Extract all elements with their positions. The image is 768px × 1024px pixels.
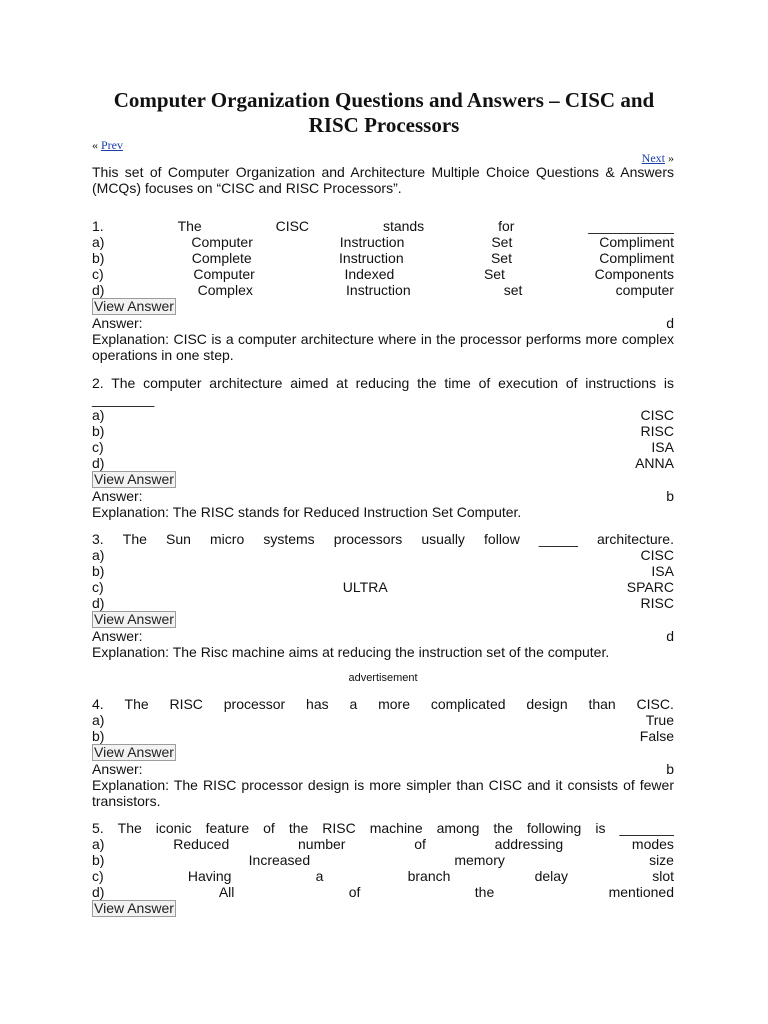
question-text [92,696,674,712]
question-word: the [493,820,513,836]
option-word: set [503,282,523,298]
option-row [92,579,674,595]
option-letter: d) [92,595,105,611]
option-word: Instruction [339,250,404,266]
option-word: ANNA [635,455,674,471]
question-word: The [177,218,202,234]
option-letter: a) [92,407,105,423]
question-word: The [124,696,149,712]
option-row [92,563,674,579]
question-word: _______ [619,820,674,836]
option-word: memory [454,852,505,868]
option-word: ISA [651,563,674,579]
option-word: True [645,712,674,728]
question-word: 1. [92,218,104,234]
option-row [92,868,674,884]
option-word: of [348,884,361,900]
option-word: RISC [640,423,674,439]
options-list [92,836,674,900]
option-word: CISC [640,407,674,423]
option-word: Instruction [339,234,405,250]
answer-value: b [666,488,674,504]
option-word: Indexed [344,266,395,282]
option-word: slot [652,868,674,884]
option-row [92,407,674,423]
option-row [92,595,674,611]
question-text [92,820,674,836]
view-answer-button[interactable]: View Answer [94,611,174,627]
question-block-3 [92,531,674,660]
option-word: Components [594,266,674,282]
option-word: Instruction [346,282,411,298]
question-word: CISC. [636,696,674,712]
option-word: ISA [651,439,674,455]
answer-line [92,761,674,777]
option-letter: b) [92,728,105,744]
option-word: Reduced [173,836,230,852]
answer-value: b [666,761,674,777]
option-letter: a) [92,712,105,728]
question-word: complicated [430,696,506,712]
answer-label: Answer: [92,488,143,504]
option-word: of [414,836,426,852]
option-row [92,455,674,471]
question-block-2 [92,375,674,520]
question-word: processors [333,531,403,547]
question-word: is [595,820,606,836]
question-word: following [526,820,582,836]
answer-label: Answer: [92,761,143,777]
option-word: Computer [191,234,253,250]
option-letter: d) [92,884,105,900]
question-text: 2. The computer architecture aimed at reducing the time of execution of instructions is ________ [92,375,674,407]
question-word: systems [263,531,315,547]
option-word: size [649,852,674,868]
next-arrow: » [668,151,674,165]
option-word: delay [534,868,569,884]
option-word: False [639,728,674,744]
option-row [92,836,674,852]
question-word: more [378,696,410,712]
question-word: iconic [155,820,192,836]
option-letter: b) [92,852,105,868]
option-word: Set [483,266,505,282]
question-text [92,531,674,547]
question-word: has [306,696,329,712]
option-word: computer [615,282,674,298]
option-letter: b) [92,250,105,266]
advertisement-label: advertisement [348,672,418,684]
question-word: The [117,820,142,836]
option-row [92,234,674,250]
view-answer-button[interactable]: View Answer [94,471,174,487]
options-list [92,234,674,298]
view-answer-button[interactable]: View Answer [94,900,174,916]
answer-value: d [666,628,674,644]
question-word: _____ [538,531,578,547]
question-word: than [588,696,616,712]
option-row [92,266,674,282]
option-row [92,250,674,266]
option-word: Computer [193,266,255,282]
prev-nav [92,138,123,152]
option-letter: d) [92,455,105,471]
question-word: Sun [166,531,191,547]
question-word: 3. [92,531,104,547]
option-word: branch [407,868,451,884]
view-answer-button[interactable]: View Answer [94,744,174,760]
option-letter: a) [92,547,105,563]
option-word: ULTRA [342,579,388,595]
question-word: 5. [92,820,104,836]
option-row [92,712,674,728]
option-letter: a) [92,836,105,852]
question-word: RISC [169,696,203,712]
option-word: addressing [494,836,564,852]
next-link[interactable]: Next [641,151,665,165]
options-list [92,712,674,744]
explanation-text: Explanation: The RISC processor design is more simpler than CISC and it consists of fewer transistors. [92,777,674,809]
answer-line [92,628,674,644]
option-word: CISC [640,547,674,563]
explanation-text: Explanation: The Risc machine aims at reducing the instruction set of the computer. [92,644,610,660]
question-word: processor [223,696,286,712]
option-row [92,547,674,563]
option-row [92,282,674,298]
option-row [92,852,674,868]
options-list [92,547,674,611]
question-word: feature [205,820,250,836]
option-word: a [315,868,324,884]
answer-value: d [666,315,674,331]
page-title: Computer Organization Questions and Answers – CISC and RISC Processors [113,88,655,137]
option-word: Having [187,868,232,884]
option-letter: c) [92,266,104,282]
answer-line [92,315,674,331]
question-word: machine [369,820,423,836]
option-word: SPARC [626,579,674,595]
option-word: the [474,884,495,900]
explanation-text: Explanation: The RISC stands for Reduced Instruction Set Computer. [92,504,522,520]
answer-label: Answer: [92,315,143,331]
option-word: mentioned [608,884,674,900]
option-word: Set [491,234,513,250]
question-block-1 [92,218,674,363]
option-letter: d) [92,282,105,298]
prev-link[interactable]: Prev [101,138,123,152]
question-word: micro [210,531,245,547]
option-word: Compliment [599,250,674,266]
question-text [92,218,674,234]
option-letter: c) [92,439,104,455]
option-word: RISC [640,595,674,611]
question-word: usually [421,531,465,547]
question-word: 4. [92,696,104,712]
question-word: for [498,218,515,234]
question-word: architecture. [596,531,674,547]
answer-line [92,488,674,504]
option-word: Complete [191,250,252,266]
option-letter: c) [92,868,104,884]
option-letter: a) [92,234,105,250]
question-word: The [122,531,147,547]
option-letter: b) [92,563,105,579]
answer-label: Answer: [92,628,143,644]
intro-text: This set of Computer Organization and Architecture Multiple Choice Questions & Answers (MCQs) focuses on “CISC and RISC Processors”. [92,164,674,196]
option-word: Compliment [599,234,674,250]
question-word: RISC [322,820,356,836]
question-word: the [288,820,309,836]
option-word: Set [490,250,512,266]
question-word: of [263,820,275,836]
option-word: Complex [197,282,253,298]
question-block-4 [92,696,674,809]
option-row [92,423,674,439]
question-word: among [436,820,480,836]
question-word: ___________ [588,218,674,234]
question-word: a [349,696,358,712]
option-word: All [218,884,235,900]
option-word: Increased [248,852,311,868]
question-word: stands [382,218,425,234]
option-word: modes [631,836,674,852]
explanation-text: Explanation: CISC is a computer architecture where in the processor performs more complex operations in one step. [92,331,674,363]
question-word: design [526,696,568,712]
option-letter: b) [92,423,105,439]
view-answer-button[interactable]: View Answer [94,298,174,314]
prev-arrow: « [92,138,98,152]
option-word: number [298,836,346,852]
option-letter: c) [92,579,104,595]
options-list [92,407,674,471]
next-nav [642,151,674,165]
question-word: follow [484,531,520,547]
option-row [92,728,674,744]
question-word: CISC [275,218,310,234]
option-row [92,884,674,900]
question-block-5 [92,820,674,917]
option-row [92,439,674,455]
